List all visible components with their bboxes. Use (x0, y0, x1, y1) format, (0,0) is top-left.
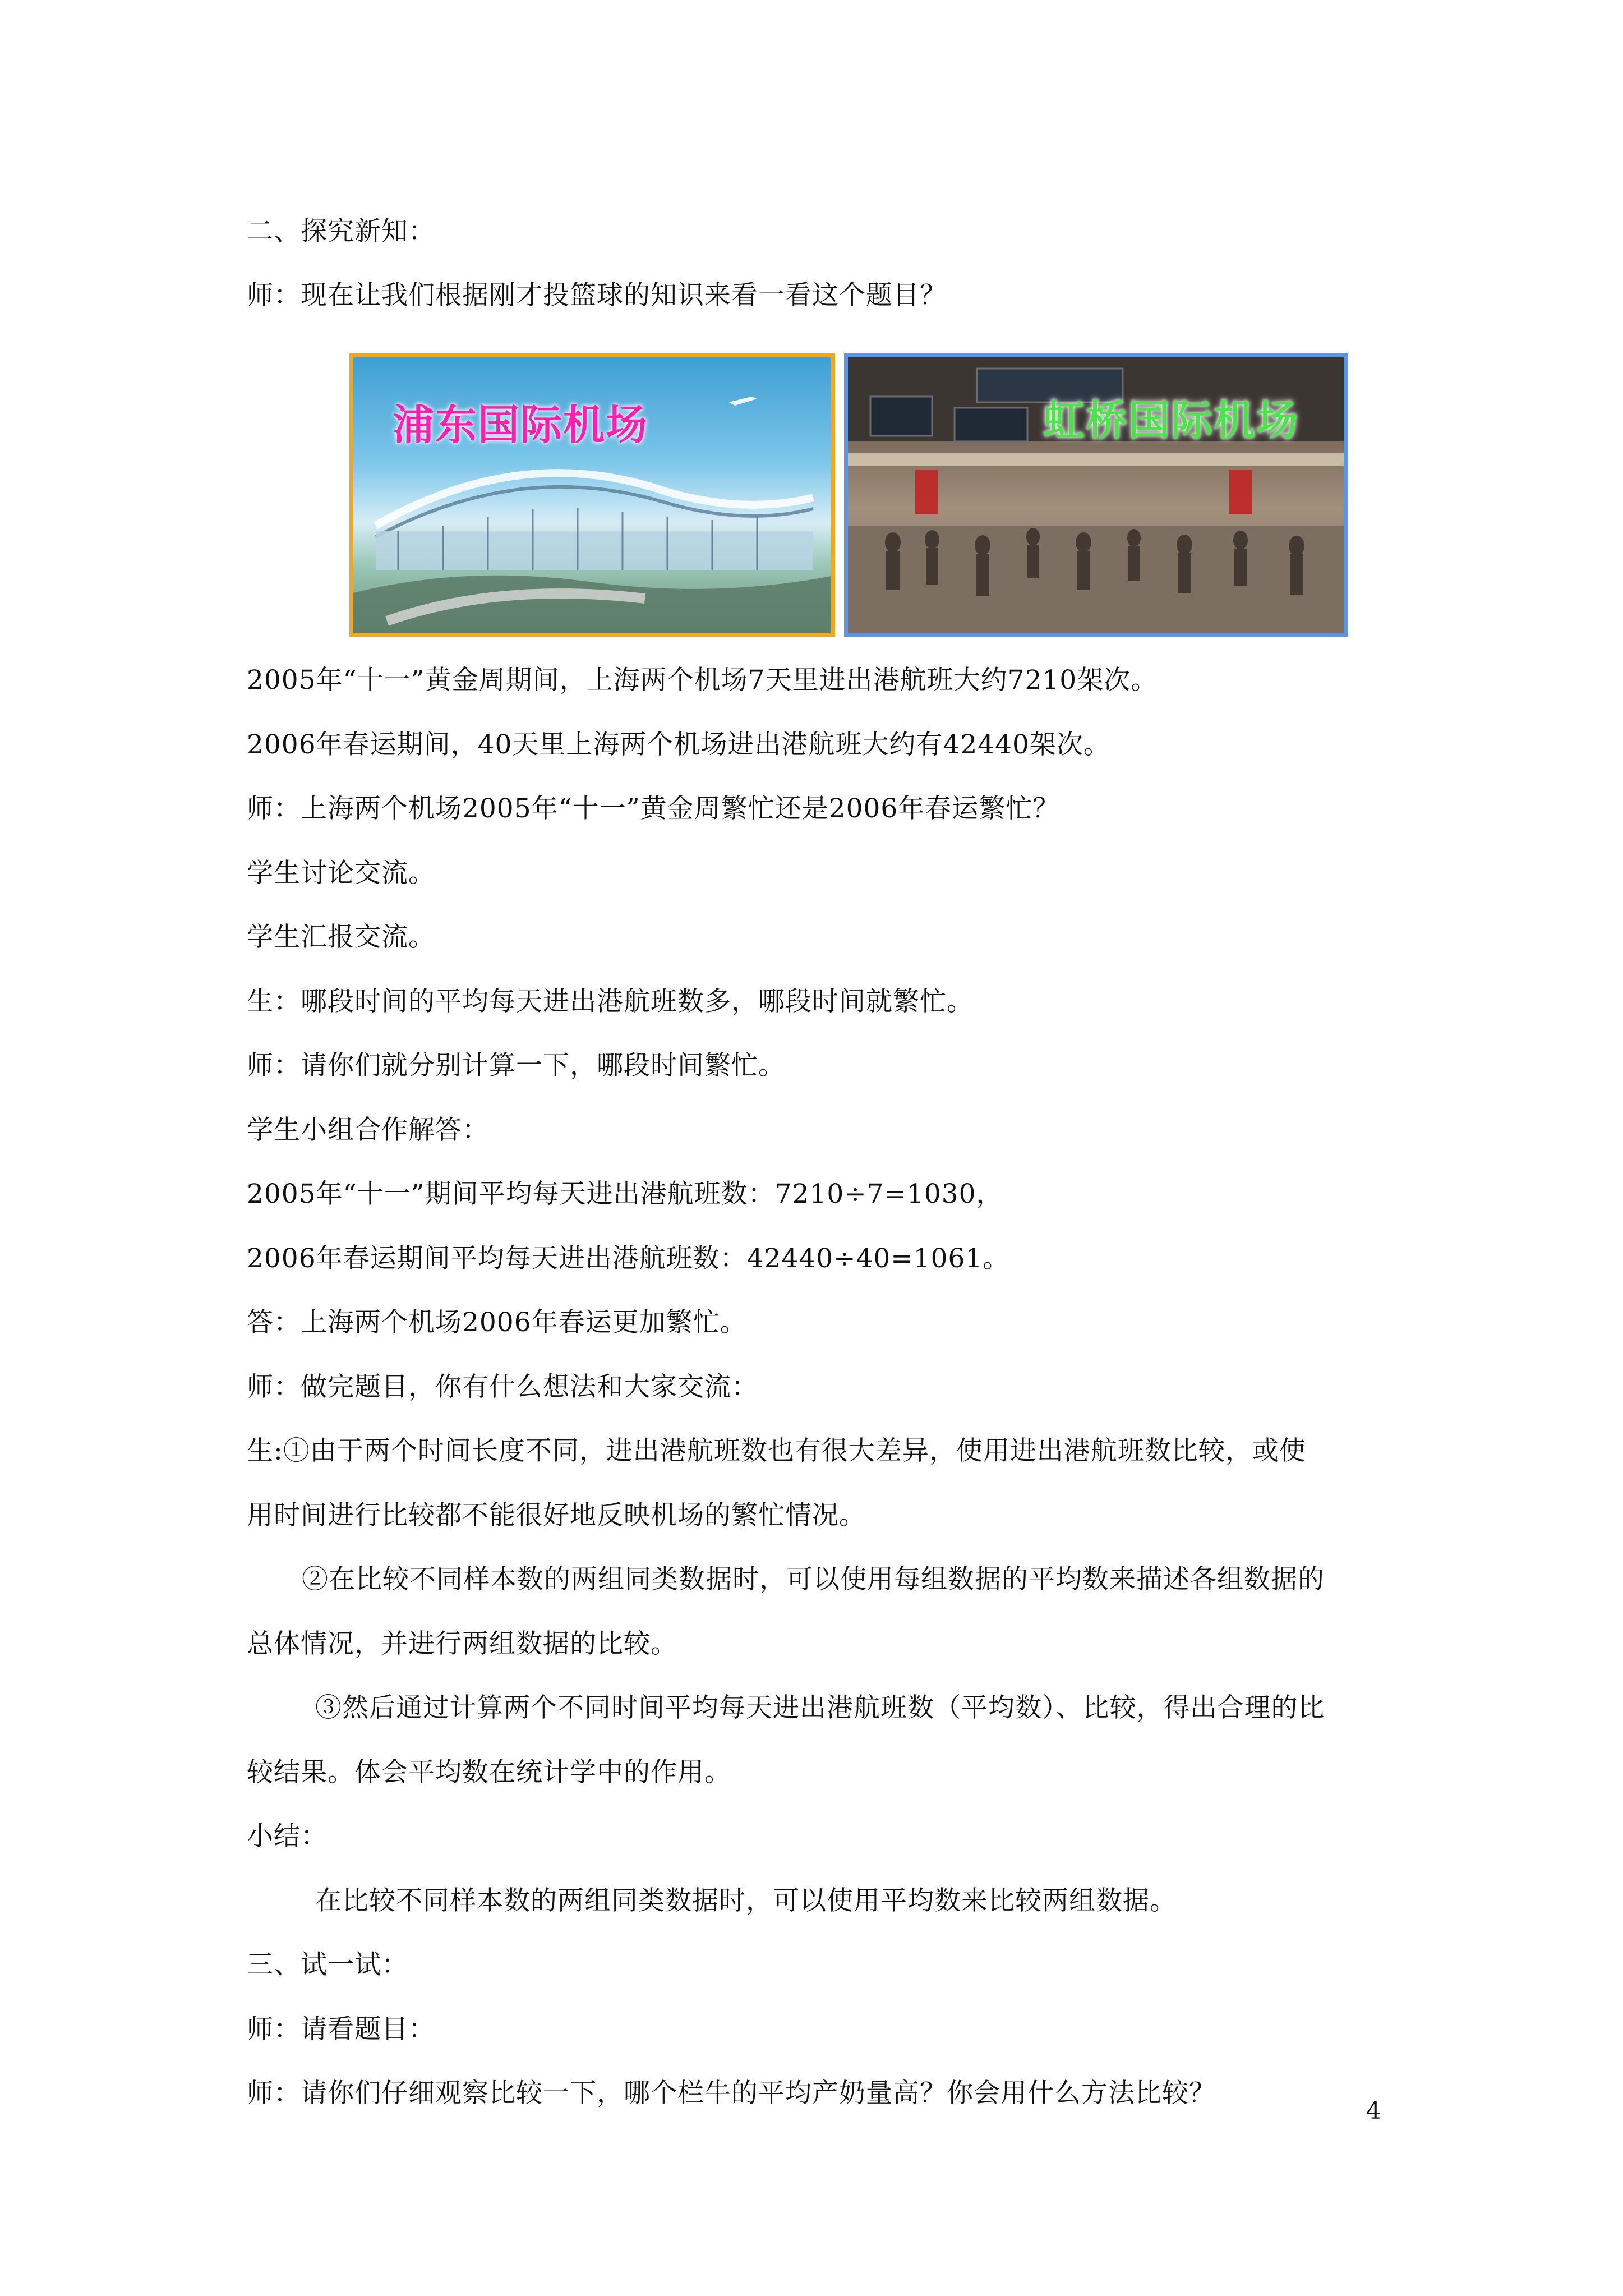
section-heading-explore: 二、探究新知： (247, 216, 435, 247)
paragraph-line: 师：上海两个机场2005年“十一”黄金周繁忙还是2006年春运繁忙？ (247, 793, 1060, 824)
paragraph-line: 师：做完题目，你有什么想法和大家交流： (247, 1372, 758, 1402)
paragraph-line: 师：请你们仔细观察比较一下，哪个栏牛的平均产奶量高？你会用什么方法比较？ (247, 2078, 1216, 2109)
paragraph-line: 2006年春运期间，40天里上海两个机场进出港航班大约有42440架次。 (247, 729, 1110, 760)
paragraph-line: 较结果。体会平均数在统计学中的作用。 (247, 1757, 731, 1788)
pudong-airport-label: 浦东国际机场 (393, 401, 648, 449)
paragraph-line: 总体情况，并进行两组数据的比较。 (247, 1628, 677, 1659)
paragraph-line: 用时间进行比较都不能很好地反映机场的繁忙情况。 (247, 1500, 866, 1531)
pudong-airport-photo (349, 353, 835, 637)
paragraph-line: ③然后通过计算两个不同时间平均每天进出港航班数（平均数）、比较，得出合理的比 (315, 1692, 1325, 1723)
paragraph-line: 2005年“十一”黄金周期间，上海两个机场7天里进出港航班大约7210架次。 (247, 665, 1158, 696)
paragraph-line: 学生讨论交流。 (247, 858, 435, 889)
summary-heading: 小结： (247, 1821, 328, 1852)
summary-text: 在比较不同样本数的两组同类数据时，可以使用平均数来比较两组数据。 (315, 1885, 1177, 1916)
page-number: 4 (1366, 2097, 1381, 2124)
paragraph-line: 学生小组合作解答： (247, 1115, 489, 1145)
answer-line: 答：上海两个机场2006年春运更加繁忙。 (247, 1307, 747, 1338)
hongqiao-airport-photo (844, 353, 1348, 637)
calculation-line: 2006年春运期间平均每天进出港航班数：42440÷40=1061。 (247, 1243, 1010, 1274)
calculation-line: 2005年“十一”期间平均每天进出港航班数：7210÷7=1030， (247, 1179, 1003, 1209)
paragraph-line: ②在比较不同样本数的两组同类数据时，可以使用每组数据的平均数来描述各组数据的 (302, 1564, 1325, 1595)
paragraph-line: 师：现在让我们根据刚才投篮球的知识来看一看这个题目？ (247, 280, 947, 311)
section-heading-try: 三、试一试： (247, 1949, 408, 1980)
paragraph-line: 师：请看题目： (247, 2014, 435, 2045)
paragraph-line: 生：哪段时间的平均每天进出港航班数多，哪段时间就繁忙。 (247, 986, 974, 1017)
paragraph-line: 生:①由于两个时间长度不同，进出港航班数也有很大差异，使用进出港航班数比较，或使 (247, 1435, 1306, 1466)
hongqiao-airport-label: 虹桥国际机场 (1043, 397, 1299, 445)
paragraph-line: 学生汇报交流。 (247, 922, 435, 953)
paragraph-line: 师：请你们就分别计算一下，哪段时间繁忙。 (247, 1050, 785, 1081)
